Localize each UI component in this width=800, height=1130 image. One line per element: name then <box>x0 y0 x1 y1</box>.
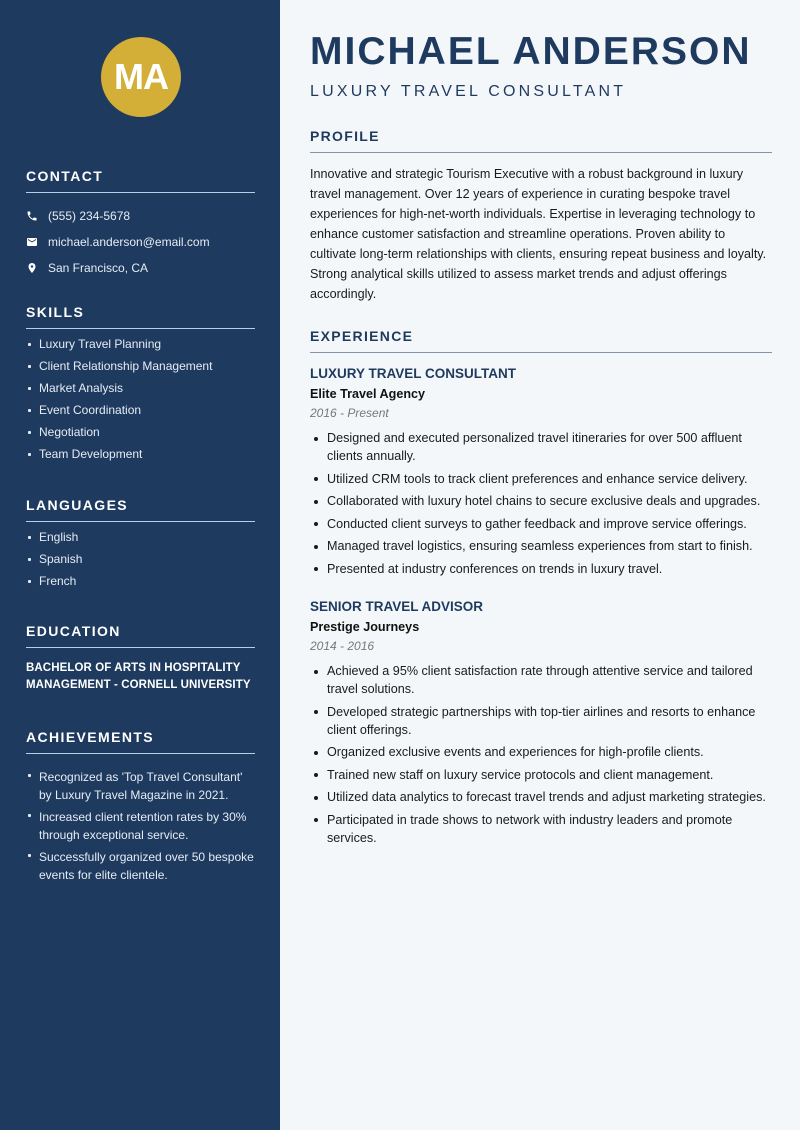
job-bullet: Achieved a 95% client satisfaction rate through attentive service and tailored travel solutions. <box>310 662 772 698</box>
achievement-item: Successfully organized over 50 bespoke events for elite clientele. <box>26 848 255 884</box>
phone-icon <box>26 210 48 222</box>
job-bullet: Presented at industry conferences on trends in luxury travel. <box>310 560 772 578</box>
languages-heading: LANGUAGES <box>26 497 255 522</box>
job-bullet: Utilized data analytics to forecast travel trends and adjust marketing strategies. <box>310 788 772 806</box>
achievements-section <box>26 729 255 888</box>
job-entry <box>310 599 772 851</box>
job-bullet: Developed strategic partnerships with top-tier airlines and resorts to enhance client offerings. <box>310 703 772 739</box>
skill-item: Team Development <box>26 447 255 462</box>
achievement-item: Increased client retention rates by 30% through exceptional service. <box>26 808 255 844</box>
language-item: Spanish <box>26 552 255 567</box>
job-bullet: Trained new staff on luxury service protocols and client management. <box>310 766 772 784</box>
skill-item: Client Relationship Management <box>26 359 255 374</box>
achievement-item: Recognized as 'Top Travel Consultant' by Luxury Travel Magazine in 2021. <box>26 768 255 804</box>
location-pin-icon <box>26 262 48 274</box>
education-section <box>26 623 255 694</box>
languages-list <box>26 530 255 589</box>
avatar <box>101 37 181 117</box>
job-bullet: Organized exclusive events and experiences for high-profile clients. <box>310 743 772 761</box>
job-title: LUXURY TRAVEL CONSULTANT <box>310 366 517 381</box>
contact-heading: CONTACT <box>26 168 255 193</box>
phone-text[interactable]: (555) 234-5678 <box>48 209 131 223</box>
skills-section <box>26 304 255 469</box>
candidate-title: LUXURY TRAVEL CONSULTANT <box>310 83 627 100</box>
job-title: SENIOR TRAVEL ADVISOR <box>310 599 484 614</box>
achievements-list <box>26 768 255 884</box>
sidebar <box>0 0 280 1130</box>
job-company: Prestige Journeys <box>310 620 420 634</box>
education-heading: EDUCATION <box>26 623 255 648</box>
job-company: Elite Travel Agency <box>310 387 426 401</box>
achievements-heading: ACHIEVEMENTS <box>26 729 255 754</box>
job-entry <box>310 366 772 582</box>
experience-heading: EXPERIENCE <box>310 328 772 353</box>
language-item: English <box>26 530 255 545</box>
profile-section <box>310 128 772 304</box>
language-item: French <box>26 574 255 589</box>
job-bullets <box>310 429 772 578</box>
experience-section <box>310 328 772 353</box>
location-text: San Francisco, CA <box>48 261 149 275</box>
contact-location <box>26 255 255 281</box>
email-text[interactable]: michael.anderson@email.com <box>48 235 210 249</box>
job-dates: 2016 - Present <box>310 406 389 420</box>
skill-item: Negotiation <box>26 425 255 440</box>
skills-heading: SKILLS <box>26 304 255 329</box>
job-dates: 2014 - 2016 <box>310 639 375 653</box>
job-bullet: Collaborated with luxury hotel chains to secure exclusive deals and upgrades. <box>310 492 772 510</box>
email-icon <box>26 236 48 248</box>
job-bullets <box>310 662 772 847</box>
avatar-initials: MA <box>114 56 168 97</box>
skill-item: Luxury Travel Planning <box>26 337 255 352</box>
contact-section <box>26 168 255 281</box>
job-bullet: Designed and executed personalized travel itineraries for over 500 affluent clients annually. <box>310 429 772 465</box>
job-bullet: Managed travel logistics, ensuring seamless experiences from start to finish. <box>310 537 772 555</box>
skill-item: Event Coordination <box>26 403 255 418</box>
contact-email <box>26 229 255 255</box>
contact-phone <box>26 203 255 229</box>
job-bullet: Conducted client surveys to gather feedback and improve service offerings. <box>310 515 772 533</box>
job-bullet: Utilized CRM tools to track client preferences and enhance service delivery. <box>310 470 772 488</box>
skill-item: Market Analysis <box>26 381 255 396</box>
profile-heading: PROFILE <box>310 128 772 153</box>
contact-list <box>26 203 255 281</box>
job-bullet: Participated in trade shows to network with industry leaders and promote services. <box>310 811 772 847</box>
profile-text: Innovative and strategic Tourism Executive with a robust background in luxury travel management. Over 12 years of experience in curating bespoke travel experiences for high-net-worth individuals. Expertise in leveraging technology to enhance customer satisfaction and streamline operations. Proven ability to cultivate long-term relationships with clients, ensuring repeat business and loyalty. Strong analytical skills utilized to assess market trends and adjust offerings accordingly. <box>310 167 767 301</box>
skills-list <box>26 337 255 462</box>
candidate-name: MICHAEL ANDERSON <box>310 30 752 73</box>
education-degree: BACHELOR OF ARTS IN HOSPITALITY MANAGEMENT - CORNELL UNIVERSITY <box>26 662 251 691</box>
languages-section <box>26 497 255 596</box>
